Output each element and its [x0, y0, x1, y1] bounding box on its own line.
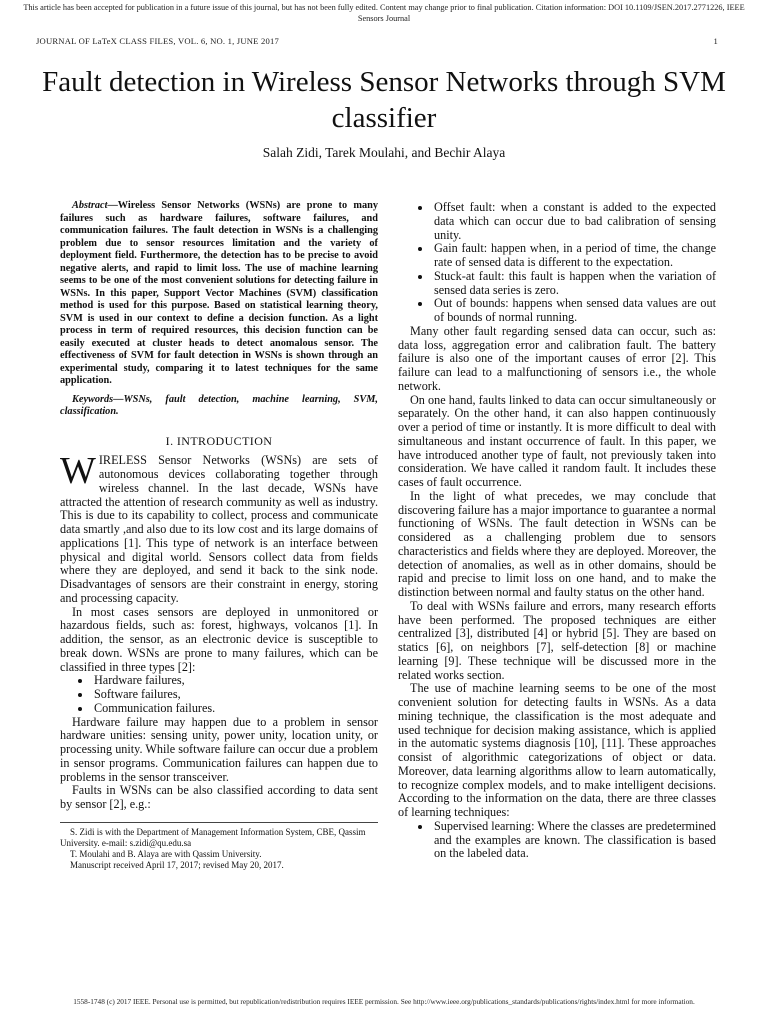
list-item: • Offset fault: when a constant is added to the expected data which can occur due to bad calibration of sensing unity.: [432, 201, 716, 242]
learning-classes-list: [398, 820, 716, 861]
publication-notice: This article has been accepted for publication in a future issue of this journal, but has not been fully edited. Content may change prior to final publication. Citation information: DOI 10.1109/JSEN.2017.2771226, IEEE Sensors Journal: [23, 3, 745, 23]
journal-line: JOURNAL OF LaTeX CLASS FILES, VOL. 6, NO. 1, JUNE 2017: [36, 36, 279, 46]
failure-types-list: [60, 674, 378, 715]
intro-paragraph-2: In most cases sensors are deployed in unmonitored or hazardous fields, such as: forest, highways, volcanos [1]. In addition, the sensor, as an electronic device is susceptible to break down. WSNs are prone to many failures, which can be classified in three types [2]:: [60, 604, 378, 674]
list-item: • Out of bounds: happens when sensed data values are out of bounds of normal running.: [432, 297, 716, 325]
list-item: • Hardware failures,: [92, 674, 378, 688]
footnote: Manuscript received April 17, 2017; revised May 20, 2017.: [70, 859, 284, 870]
drop-cap: W: [60, 450, 96, 493]
intro-paragraph-3: Hardware failure may happen due to a problem in sensor hardware unities: sensing unity, power unity, location unity, or processing unity. While software failure can occur due a problem in sensor programs. Communication failures can happen due to problems in the sensor transceiver.: [60, 714, 378, 784]
body-paragraph: Many other fault regarding sensed data can occur, such as: data loss, aggregation error and calibration fault. The battery failure is also one of the important causes of error [2]. This failure can lead to a malfunctioning of sensors i.e., the whole network.: [398, 323, 716, 393]
intro-paragraph-1: [60, 450, 378, 605]
list-item: • Communication failures.: [92, 702, 378, 716]
abstract-lead: Abstract: [72, 200, 108, 211]
body-paragraph: The use of machine learning seems to be one of the most convenient solution for detecting faults in WSNs. As a data mining technique, the classification is the most adequate and used technique for decision making assistance, which is applied in the automatic systems diagnosis [10], [11]. These approaches consist of algorithmic categorizations of object or data. Moreover, data learning algorithms allow to learn automatically, to recognize complex models, and to make intelligent decisions. According to the information on the data, there are three classes of learning techniques:: [398, 681, 716, 819]
paper-title: Fault detection in Wireless Sensor Networks through SVM classifier: [42, 66, 726, 134]
abstract-text: —Wireless Sensor Networks (WSNs) are prone to many failures such as hardware failures, software failures, and communication failures. The fault detection in WSNs is a challenging problem due to sensor resources limitation and the variety of deployment field. Furthermore, the detection has to be precise to avoid negative alerts, and rapid to limit loss. The use of machine learning seems to be one of the most convenient solutions for detecting failure in WSNs. In this paper, Support Vector Machines (SVM) classification method is used for this purpose. Based on statistical learning theory, SVM is used in our context to define a decision function. As a light process in term of required resources, this decision function can be easily executed at cluster heads to detect anomalous sensor. The effectiveness of SVM for fault detection in WSNs is shown through an experimental study, comparing it to latest techniques for the same application.: [60, 200, 378, 386]
list-item: • Supervised learning: Where the classes are predetermined and the examples are known. The classification is based on the labeled data.: [432, 820, 716, 861]
body-paragraph: On one hand, faults linked to data can occur simultaneously or separately. On the other hand, it can also happen continuously over a period of time or instantly. It is more difficult to deal with simultaneous and instant occurrence of fault. In this paper, we have introduced another type of fault, not previously taken into consideration. We have called it random fault. It includes these cases of fault occurrence.: [398, 392, 716, 489]
left-column: [60, 200, 378, 871]
page-number: 1: [713, 36, 718, 46]
abstract: [60, 200, 378, 388]
intro-paragraph-4: Faults in WSNs can be also classified according to data sent by sensor [2], e.g.:: [60, 783, 378, 811]
body-paragraph: To deal with WSNs failure and errors, many research efforts have been performed. The proposed techniques are either centralized [3], distributed [4] or hybrid [5]. They are based on statics [6], on neighbors [7], self-detection [8] or machine learning [9]. These technique will be discussed more in the related works section.: [398, 598, 716, 682]
keywords: Keywords—WSNs, fault detection, machine learning, SVM, classification.: [60, 393, 378, 417]
list-item: • Stuck-at fault: this fault is happen when the variation of sensed data series is zero.: [432, 270, 716, 298]
body-paragraph: In the light of what precedes, we may conclude that discovering failure has a major importance to guarantee a normal functioning of WSNs. The fault detection in WSNs can be considered as a challenging problem due to sensors characteristics and fields where they are deployed. Moreover, the detection of anomalies, as well as in other domains, should be rapid and precise to limit loss on one hand, and to make the distinction between normal and faulty status on the other hand.: [398, 488, 716, 599]
data-fault-list: [398, 201, 716, 325]
intro-paragraph-1-text: IRELESS Sensor Networks (WSNs) are sets of autonomous devices collaborating together through wireless channel. In the last decade, WSNs have attracted the attention of research community as well as industry. This is due to its capability to collect, process and communicate data smartly ,and also due to its low cost and its large domains of applications [1]. This type of network is an interface between physical and digital world. Sensors collect data from fields where they are deployed, and send it back to the sink node. Disadvantages of sensors are their constraint in energy, storing and processing capacity.: [60, 453, 378, 605]
footnotes: [60, 822, 378, 871]
running-head: [36, 36, 718, 46]
list-item: • Software failures,: [92, 688, 378, 702]
author-list: Salah Zidi, Tarek Moulahi, and Bechir Alaya: [262, 145, 506, 160]
footnote: T. Moulahi and B. Alaya are with Qassim University.: [70, 848, 262, 859]
copyright-notice: 1558-1748 (c) 2017 IEEE. Personal use is permitted, but republication/redistribution requires IEEE permission. See http://www.ieee.org/publications_standards/publications/rights/index.html for more information.: [73, 997, 695, 1006]
list-item: • Gain fault: happen when, in a period of time, the change rate of sensed data is different to the expectation.: [432, 242, 716, 270]
footnote: S. Zidi is with the Department of Management Information System, CBE, Qassim University. e-mail: s.zidi@qu.edu.sa: [60, 826, 366, 848]
right-column: [398, 201, 716, 861]
section-heading-introduction: I. INTRODUCTION: [165, 433, 273, 448]
